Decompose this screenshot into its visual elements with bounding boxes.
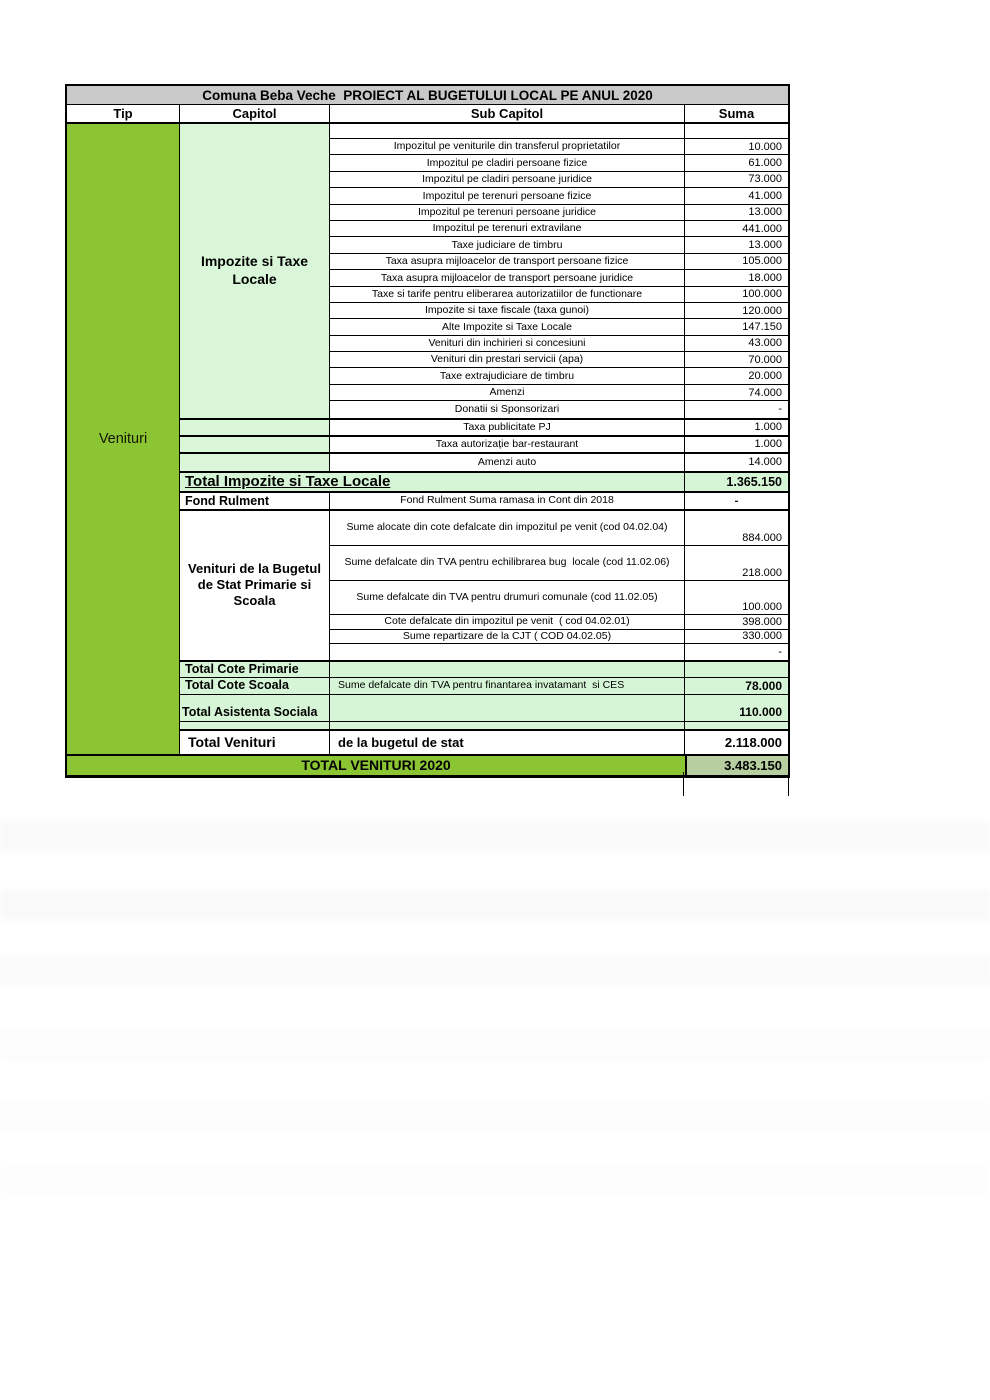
suma-cell: 330.000	[742, 630, 782, 643]
total-cote-scoala-label: Total Cote Scoala	[180, 678, 330, 694]
table-row	[330, 385, 788, 401]
subcapitol-cell: Alte Impozite si Taxe Locale	[330, 319, 685, 334]
column-header-tip: Tip	[67, 105, 180, 122]
table-row	[330, 139, 788, 155]
subcapitol-cell: Sume defalcate din TVA pentru finantarea invatamant si CES	[330, 678, 685, 694]
suma-cell: 884.000	[742, 531, 782, 544]
subcapitol-cell: Impozitul pe terenuri extravilane	[330, 221, 685, 236]
suma-cell: 74.000	[748, 386, 782, 399]
tip-venituri-cell: Venituri	[67, 124, 180, 754]
subcapitol-cell: Taxe extrajudiciare de timbru	[330, 368, 685, 383]
total-venituri-sublabel: de la bugetul de stat	[330, 731, 685, 754]
subcapitol-cell: Impozitul pe cladiri persoane fizice	[330, 155, 685, 170]
table-row	[330, 644, 788, 660]
suma-cell: 147.150	[742, 320, 782, 333]
table-row	[330, 237, 788, 253]
subcapitol-cell	[330, 695, 685, 721]
suma-cell: 100.000	[742, 288, 782, 301]
total-impozite-row	[180, 473, 788, 493]
suma-cell: 1.000	[754, 421, 782, 434]
column-border-stub	[683, 772, 684, 796]
table-row	[330, 336, 788, 352]
table-row	[330, 270, 788, 286]
suma-cell: 398.000	[742, 615, 782, 628]
table-row	[330, 401, 788, 417]
suma-cell: 218.000	[742, 566, 782, 579]
subcapitol-cell: Taxa asupra mijloacelor de transport persoane fizice	[330, 254, 685, 269]
total-cote-primarie-label: Total Cote Primarie	[180, 662, 330, 677]
table-row	[330, 511, 788, 546]
buget-stat-rows	[330, 511, 788, 660]
suma-cell: 13.000	[748, 239, 782, 252]
subcapitol-cell: Taxa publicitate PJ	[330, 420, 685, 435]
suma-cell	[685, 662, 788, 677]
capitol-empty-cell	[180, 420, 330, 435]
subcapitol-cell: Venituri din inchirieri si concesiuni	[330, 336, 685, 351]
capitol-impozite-label: Impozite si Taxe Locale	[180, 124, 330, 418]
capitol-empty-cell	[180, 454, 330, 471]
table-row	[330, 287, 788, 303]
subcapitol-cell: Impozitul pe terenuri persoane fizice	[330, 188, 685, 203]
suma-cell: 1.000	[754, 438, 782, 451]
subcapitol-cell: Sume alocate din cote defalcate din impozitul pe venit (cod 04.02.04)	[330, 511, 685, 545]
section-impozite-taxe-locale	[180, 124, 788, 420]
spacer-row	[180, 722, 788, 731]
total-cote-primarie-row	[180, 662, 788, 678]
table-main-columns	[180, 124, 788, 754]
table-row	[180, 420, 788, 437]
subcapitol-cell: Impozitul pe terenuri persoane juridice	[330, 205, 685, 220]
scan-artifact-band	[0, 1030, 990, 1060]
grand-total-row	[67, 754, 788, 776]
capitol-empty-cell	[180, 437, 330, 452]
subcapitol-cell: Venituri din prestari servicii (apa)	[330, 352, 685, 367]
scan-artifact-band	[0, 1165, 990, 1195]
table-row	[330, 319, 788, 335]
suma-cell: 41.000	[748, 189, 782, 202]
column-border-stub	[788, 772, 789, 796]
suma-cell: 110.000	[739, 704, 782, 719]
total-impozite-value: 1.365.150	[726, 474, 782, 489]
scan-artifact-band	[0, 822, 990, 852]
column-header-sub-capitol: Sub Capitol	[330, 105, 685, 122]
scan-artifact-band	[0, 1100, 990, 1130]
total-venituri-row	[180, 731, 788, 754]
fond-rulment-capitol: Fond Rulment	[180, 493, 330, 509]
subcapitol-cell: Taxe si tarife pentru eliberarea autorizatiilor de functionare	[330, 287, 685, 302]
total-asistenta-sociala-label: Total Asistenta Sociala	[180, 695, 330, 721]
table-row	[330, 205, 788, 221]
subcapitol-cell: Fond Rulment Suma ramasa in Cont din 2018	[330, 493, 685, 509]
suma-cell: 13.000	[748, 206, 782, 219]
suma-cell: 43.000	[748, 337, 782, 350]
suma-cell: 18.000	[748, 271, 782, 284]
suma-cell: 14.000	[748, 456, 782, 469]
scan-artifact-band	[0, 955, 990, 985]
suma-cell: 61.000	[748, 157, 782, 170]
total-venituri-label: Total Venituri	[180, 731, 330, 754]
subcapitol-cell	[330, 662, 685, 677]
total-asistenta-sociala-row	[180, 695, 788, 722]
suma-cell: 441.000	[742, 222, 782, 235]
table-row	[330, 188, 788, 204]
capitol-buget-stat-label: Venituri de la Bugetul de Stat Primarie si Scoala	[180, 511, 330, 660]
table-row	[330, 221, 788, 237]
document-title: Comuna Beba Veche PROIECT AL BUGETULUI LOCAL PE ANUL 2020	[67, 86, 788, 105]
total-venituri-value: 2.118.000	[724, 734, 782, 750]
subcapitol-cell: Sume defalcate din TVA pentru echilibrarea bug locale (cod 11.02.06)	[330, 546, 685, 580]
table-row	[330, 155, 788, 171]
total-impozite-label: Total Impozite si Taxe Locale	[180, 473, 685, 491]
suma-cell: 105.000	[742, 255, 782, 268]
table-header-row	[67, 105, 788, 124]
table-row	[330, 172, 788, 188]
subcapitol-cell: Donatii si Sponsorizari	[330, 401, 685, 417]
column-header-suma: Suma	[718, 106, 755, 121]
subcapitol-cell	[330, 644, 685, 660]
table-row	[330, 615, 788, 630]
subcapitol-cell: Impozitul pe cladiri persoane juridice	[330, 172, 685, 187]
suma-cell: 78.000	[745, 678, 782, 693]
subcapitol-cell: Impozite si taxe fiscale (taxa gunoi)	[330, 303, 685, 318]
suma-cell: -	[778, 403, 782, 416]
grand-total-label: TOTAL VENITURI 2020	[67, 756, 685, 775]
subcapitol-cell: Cote defalcate din impozitul pe venit ( cod 04.02.01)	[330, 615, 685, 629]
fond-rulment-row	[180, 493, 788, 511]
impozite-rows	[330, 124, 788, 418]
suma-cell: -	[778, 645, 782, 658]
table-row	[330, 352, 788, 368]
table-row	[330, 546, 788, 581]
table-row	[180, 437, 788, 454]
column-header-capitol: Capitol	[180, 105, 330, 122]
suma-cell: 120.000	[742, 304, 782, 317]
scan-artifact-band	[0, 890, 990, 920]
suma-cell: 100.000	[742, 600, 782, 613]
table-row	[330, 254, 788, 270]
suma-cell: 73.000	[748, 173, 782, 186]
table-row	[330, 581, 788, 615]
budget-table	[65, 84, 790, 778]
suma-cell: 70.000	[748, 353, 782, 366]
subcapitol-cell: Amenzi	[330, 385, 685, 400]
subcapitol-cell: Impozitul pe veniturile din transferul proprietatilor	[330, 139, 685, 154]
suma-cell: 20.000	[748, 370, 782, 383]
table-row	[330, 368, 788, 384]
grand-total-value: 3.483.150	[685, 756, 788, 775]
subcapitol-cell: Taxe judiciare de timbru	[330, 237, 685, 252]
blank-row	[330, 124, 788, 139]
subcapitol-cell: Sume repartizare de la CJT ( COD 04.02.05)	[330, 630, 685, 643]
subcapitol-cell: Sume defalcate din TVA pentru drumuri comunale (cod 11.02.05)	[330, 581, 685, 614]
total-cote-scoala-row	[180, 678, 788, 695]
table-row	[330, 630, 788, 644]
table-body	[67, 124, 788, 754]
subcapitol-cell: Taxa autorizație bar-restaurant	[330, 437, 685, 452]
section-buget-de-stat	[180, 511, 788, 662]
table-row	[180, 454, 788, 473]
suma-cell: -	[734, 494, 739, 507]
suma-cell: 10.000	[748, 140, 782, 153]
subcapitol-cell: Taxa asupra mijloacelor de transport persoane juridice	[330, 270, 685, 285]
table-row	[330, 303, 788, 319]
subcapitol-cell: Amenzi auto	[330, 454, 685, 471]
